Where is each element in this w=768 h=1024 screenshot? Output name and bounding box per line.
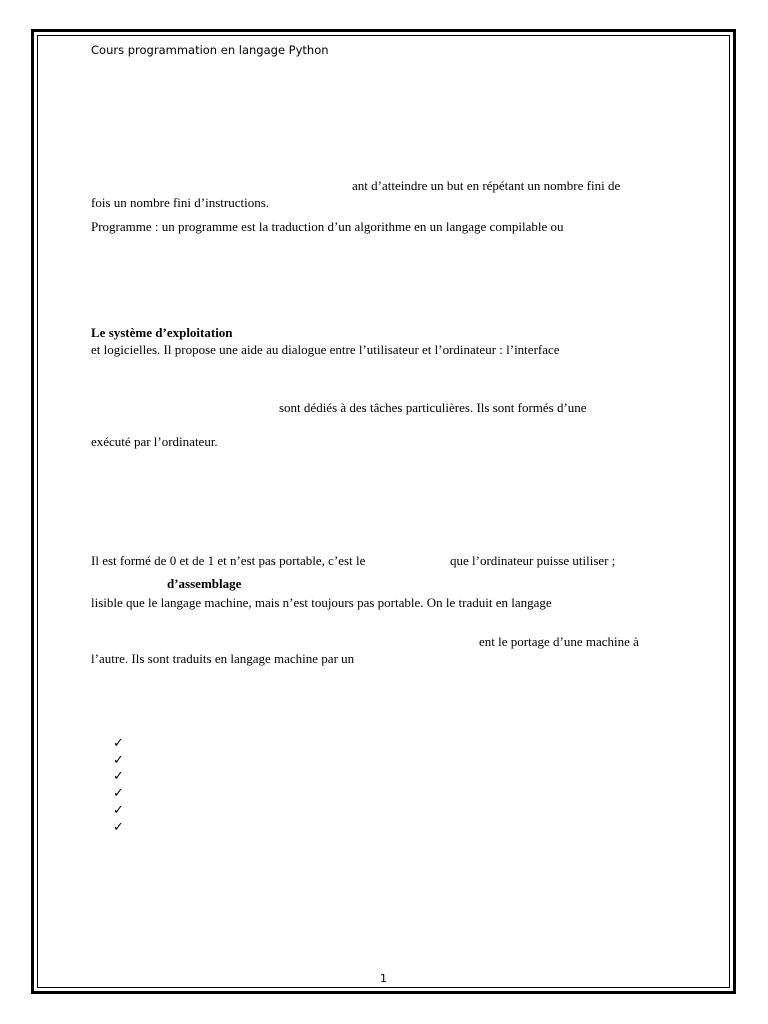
text-line: et logicielles. Il propose une aide au dialogue entre l’utilisateur et l’ordinateur : l’interface [91,342,560,357]
text-line: ent le portage d’une machine à [479,634,639,649]
checkmark-icon: ✓ [113,753,124,768]
text-line: sont dédiés à des tâches particulières. Ils sont formés d’une [279,400,587,415]
text-line: Programme : un programme est la traduction d’un algorithme en un langage compilable ou [91,219,564,234]
text-line: fois un nombre fini d’instructions. [91,195,270,210]
section-heading: d’assemblage [167,576,242,591]
text-line: que l’ordinateur puisse utiliser ; [450,553,616,568]
text-line: lisible que le langage machine, mais n’est toujours pas portable. On le traduit en langage [91,595,552,610]
checkmark-icon: ✓ [113,769,124,784]
text-line: exécuté par l’ordinateur. [91,434,218,449]
checkmark-icon: ✓ [113,736,124,751]
page-number: 1 [380,972,387,985]
text-line: l’autre. Ils sont traduits en langage machine par un [91,651,355,666]
section-heading: Le système d’exploitation [91,325,233,340]
text-line: ant d’atteindre un but en répétant un nombre fini de [352,178,621,193]
text-line: Il est formé de 0 et de 1 et n’est pas portable, c’est le [91,553,366,568]
checkmark-icon: ✓ [113,803,124,818]
running-header: Cours programmation en langage Python [91,43,329,57]
checkmark-icon: ✓ [113,820,124,835]
checkmark-icon: ✓ [113,786,124,801]
